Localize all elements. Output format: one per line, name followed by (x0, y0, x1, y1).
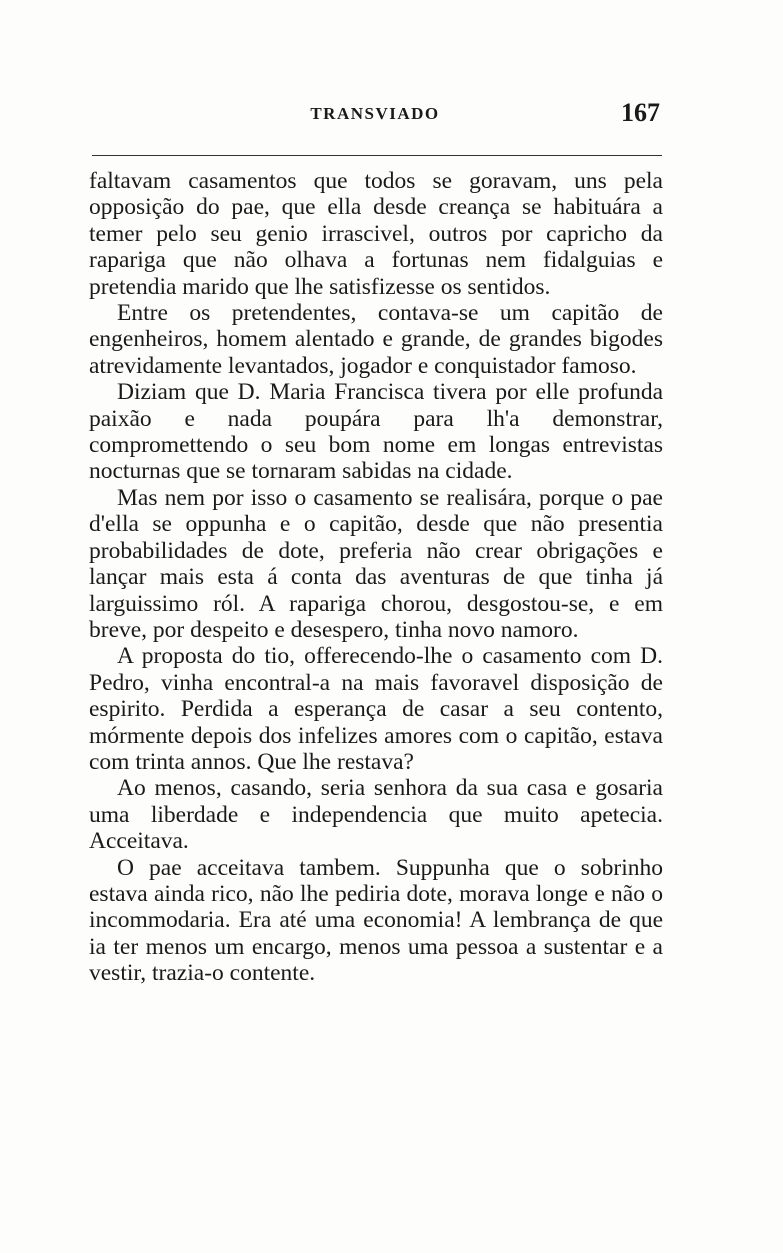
paragraph-7: O pae acceitava tambem. Suppunha que o sobrinho estava ainda rico, não lhe pediria dote, morava longe e não o incommodaria. Era até uma economia! A lembrança de que ia ter menos um encargo, menos uma pessoa a sustentar e a vestir, trazia-o contente. (89, 854, 663, 987)
paragraph-6: Ao menos, casando, seria senhora da sua casa e gosaria uma liberdade e independencia que muito apetecia. Acceitava. (89, 775, 663, 855)
running-head (90, 100, 660, 132)
paragraph-2: Entre os pretendentes, contava-se um capitão de engenheiros, homem alentado e grande, de grandes bigodes atrevidamente levantados, jogador e conquistador famoso. (89, 300, 663, 379)
running-title: TRANSVIADO (310, 104, 440, 123)
paragraph-4: Mas nem por isso o casamento se realisára, porque o pae d'ella se oppunha e o capitão, desde que não presentia probabilidades de dote, preferia não crear obrigações e lançar mais esta á conta das aventuras de que tinha já larguissimo ról. A rapariga chorou, desgostou-se, e em breve, por despeito e desespero, tinha novo namoro. (89, 484, 663, 643)
paragraph-5: A proposta do tio, offerecendo-lhe o casamento com D. Pedro, vinha encontral-a na mais favoravel disposição de espirito. Perdida a esperança de casar a seu contento, mórmente depois dos infelizes amores com o capitão, estava com trinta annos. Que lhe restava? (89, 643, 663, 775)
paragraph-3: Diziam que D. Maria Francisca tivera por elle profunda paixão e nada poupára para lh'a demonstrar, compromettendo o seu bom nome em longas entrevistas nocturnas que se tornaram sabidas na cidade. (89, 379, 663, 485)
paragraph-1: faltavam casamentos que todos se goravam, uns pela opposição do pae, que ella desde creança se habituára a temer pelo seu genio irrascivel, outros por capricho da rapariga que não olhava a fortunas nem fidalguias e pretendia marido que lhe satisfizesse os sentidos. (89, 168, 663, 300)
header-rule (92, 155, 662, 156)
page-number: 167 (621, 98, 660, 127)
body-text (89, 168, 663, 987)
